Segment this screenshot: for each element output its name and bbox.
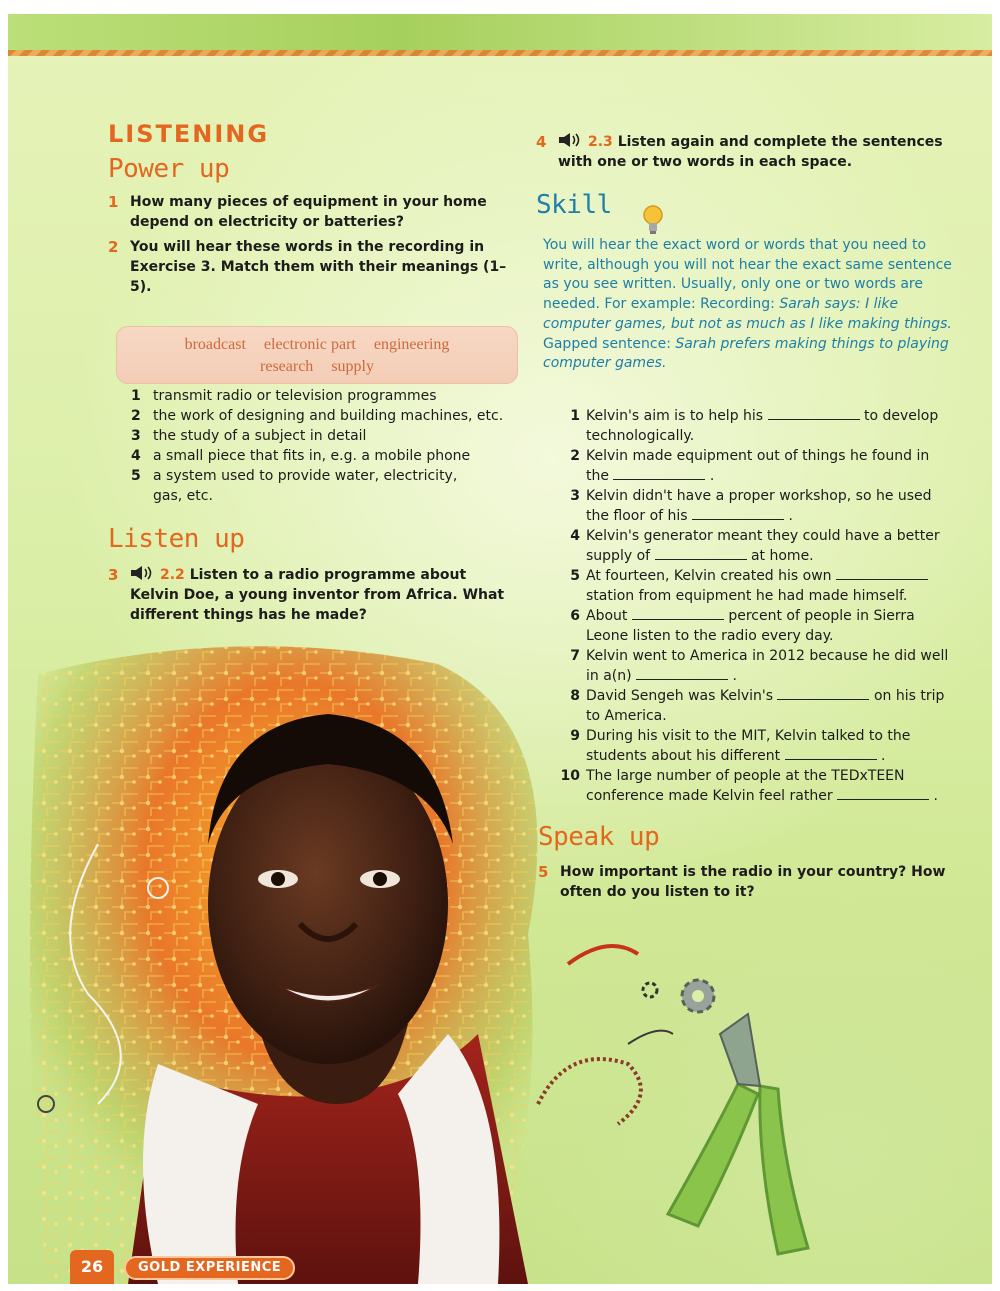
list-item: 4 a small piece that fits in, e.g. a mobile phone bbox=[131, 448, 471, 464]
word-item: research bbox=[260, 358, 314, 375]
exercise-5 bbox=[538, 862, 952, 902]
speaker-icon bbox=[558, 132, 582, 148]
answer-blank[interactable] bbox=[692, 506, 784, 520]
track-number: 2.2 bbox=[160, 567, 185, 583]
lightbulb-icon bbox=[642, 204, 664, 236]
exercise-number: 4 bbox=[536, 133, 547, 151]
exercise-3 bbox=[108, 565, 510, 625]
list-item: 3 Kelvin didn't have a proper workshop, so he used the floor of his . bbox=[570, 488, 932, 524]
exercise-2-text: You will hear these words in the recording in Exercise 3. Match them with their meanings (1–5). bbox=[130, 239, 507, 295]
exercise-1-text: How many pieces of equipment in your home depend on electricity or batteries? bbox=[130, 194, 487, 230]
gear-icon bbox=[643, 983, 657, 997]
word-item: supply bbox=[331, 358, 374, 375]
textbook-page bbox=[8, 14, 992, 1284]
brand-badge: GOLD EXPERIENCE bbox=[124, 1256, 295, 1280]
exercise-5-text: How important is the radio in your country? How often do you listen to it? bbox=[560, 864, 946, 900]
answer-blank[interactable] bbox=[768, 406, 860, 420]
heading-power-up: Power up bbox=[108, 154, 230, 184]
skill-example-recording: Sarah says: I like computer games, but not as much as I like making things. bbox=[543, 296, 952, 332]
list-item: 1 transmit radio or television programmes bbox=[131, 388, 437, 404]
top-rule bbox=[8, 50, 992, 56]
exercise-4 bbox=[536, 132, 958, 172]
speaker-icon bbox=[130, 565, 154, 581]
word-item: engineering bbox=[373, 336, 450, 353]
skill-body: You will hear the exact word or words that you need to write, although you will not hear the exact same sentence as you see written. Usually, only one or two words are needed. For example: Recording: bbox=[543, 237, 952, 313]
list-item: 5 a system used to provide water, electricity, gas, etc. bbox=[131, 468, 458, 504]
list-item: 5 At fourteen, Kelvin created his own station from equipment he had made himself. bbox=[586, 566, 950, 606]
page-number: 26 bbox=[70, 1250, 114, 1284]
exercise-4-text: Listen again and complete the sentences with one or two words in each space. bbox=[558, 134, 943, 170]
word-item: electronic part bbox=[263, 336, 356, 353]
list-item: 2 the work of designing and building machines, etc. bbox=[131, 408, 504, 424]
skill-box bbox=[543, 236, 957, 374]
list-item: 1 Kelvin's aim is to help his to develop technologically. bbox=[570, 408, 939, 444]
answer-blank[interactable] bbox=[655, 546, 747, 560]
exercise-number: 2 bbox=[108, 238, 119, 256]
skill-gapped-label: Gapped sentence: bbox=[543, 335, 671, 352]
list-item: 7 Kelvin went to America in 2012 because he did well in a(n) . bbox=[570, 648, 949, 684]
exercise-2 bbox=[108, 237, 510, 297]
list-item: 2 Kelvin made equipment out of things he found in the . bbox=[570, 448, 930, 484]
answer-blank[interactable] bbox=[777, 686, 869, 700]
gap-fill-sentences bbox=[560, 406, 950, 806]
gear-icon bbox=[682, 980, 714, 1012]
exercise-3-text: Listen to a radio programme about Kelvin Doe, a young inventor from Africa. What different things has he made? bbox=[130, 567, 505, 623]
answer-blank[interactable] bbox=[632, 606, 724, 620]
skill-example-gapped: Sarah prefers making things to playing computer games. bbox=[543, 335, 949, 372]
list-item: 4 Kelvin's generator meant they could have a better supply of at home. bbox=[570, 528, 940, 564]
tools-illustration bbox=[508, 954, 988, 1284]
track-number: 2.3 bbox=[588, 134, 613, 150]
answer-blank[interactable] bbox=[836, 566, 928, 580]
list-item: 3 the study of a subject in detail bbox=[131, 428, 367, 444]
exercise-1 bbox=[108, 192, 510, 232]
heading-speak-up: Speak up bbox=[538, 822, 660, 852]
list-item: 6 About percent of people in Sierra Leone listen to the radio every day. bbox=[570, 608, 915, 644]
word-item: broadcast bbox=[184, 336, 246, 353]
exercise-number: 3 bbox=[108, 566, 119, 584]
section-heading-listening: LISTENING bbox=[108, 120, 270, 148]
list-item: 10 The large number of people at the TEDxTEEN conference made Kelvin feel rather . bbox=[560, 768, 938, 804]
exercise-number: 1 bbox=[108, 193, 119, 211]
heading-skill: Skill bbox=[536, 190, 612, 220]
heading-listen-up: Listen up bbox=[108, 524, 245, 554]
answer-blank[interactable] bbox=[837, 786, 929, 800]
answer-blank[interactable] bbox=[785, 746, 877, 760]
definitions-list bbox=[131, 386, 525, 506]
pliers-icon bbox=[668, 1014, 808, 1254]
word-box bbox=[116, 326, 518, 384]
exercise-number: 5 bbox=[538, 863, 549, 881]
answer-blank[interactable] bbox=[613, 466, 705, 480]
answer-blank[interactable] bbox=[636, 666, 728, 680]
list-item: 8 David Sengeh was Kelvin's on his trip to America. bbox=[570, 688, 945, 724]
list-item: 9 During his visit to the MIT, Kelvin talked to the students about his different . bbox=[570, 728, 911, 764]
